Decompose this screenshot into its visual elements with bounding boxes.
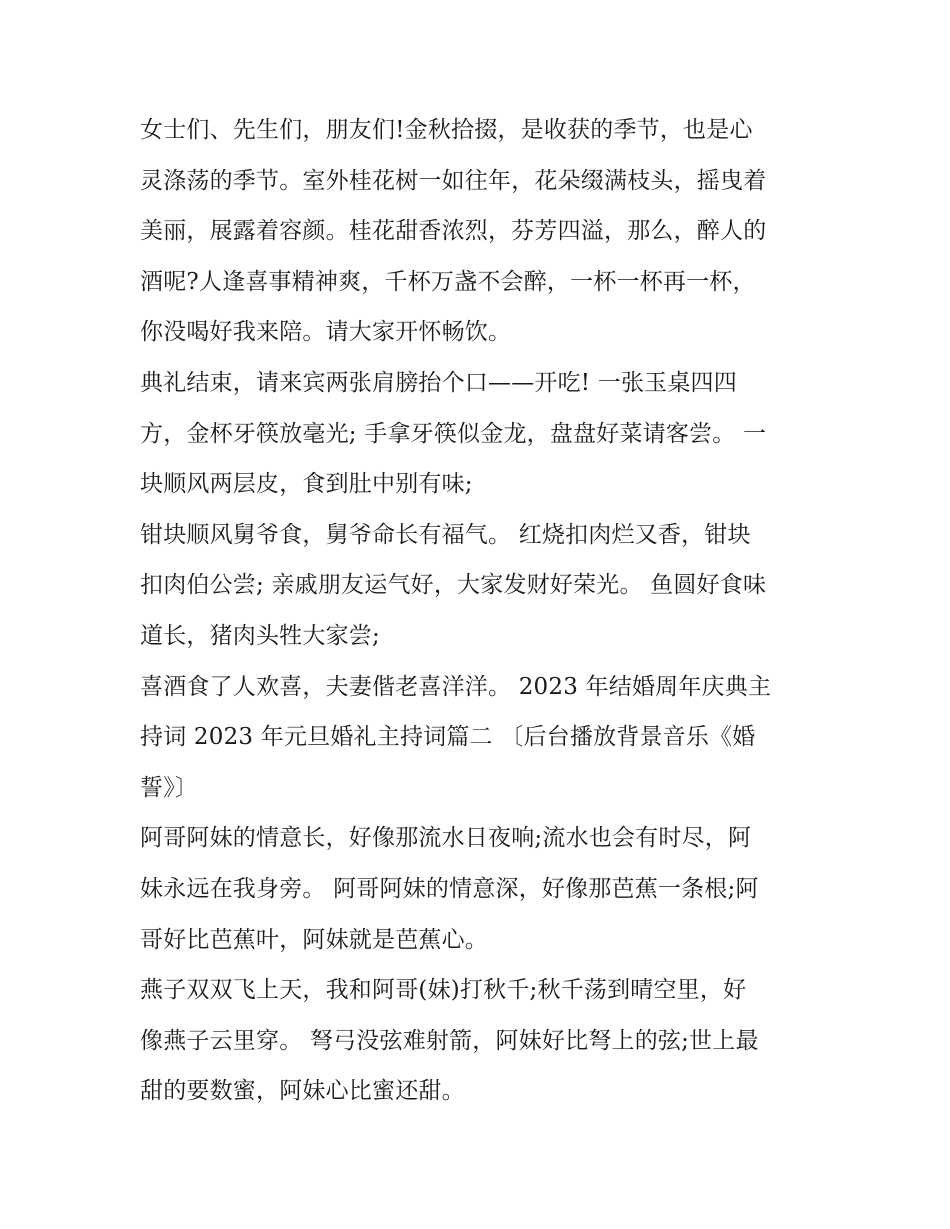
- text-line: 阿哥阿妹的情意长，好像那流水日夜响;流水也会有时尽，阿: [140, 825, 752, 852]
- text-line: 道长，猪肉头牲大家尝;: [140, 622, 380, 649]
- text-line: 哥好比芭蕉叶，阿妹就是芭蕉心。: [140, 926, 488, 953]
- text-line: 甜的要数蜜，阿妹心比蜜还甜。: [140, 1078, 465, 1105]
- text-line: 像燕子云里穿。 弩弓没弦难射箭，阿妹好比弩上的弦;世上最: [140, 1027, 759, 1054]
- text-line: 块顺风两层皮，食到肚中别有味;: [140, 471, 473, 498]
- text-line: 灵涤荡的季节。室外桂花树一如往年，花朵缀满枝头，摇曳着: [140, 167, 767, 194]
- text-line: 酒呢?人逢喜事精神爽，千杯万盏不会醉，一杯一杯再一杯，: [140, 268, 756, 295]
- text-line: 燕子双双飞上天，我和阿哥(妹)打秋千;秋千荡到晴空里，好: [140, 977, 747, 1004]
- text-line: 典礼结束，请来宾两张肩膀抬个口——开吃! 一张玉桌四四: [140, 369, 737, 396]
- text-line: 妹永远在我身旁。 阿哥阿妹的情意深，好像那芭蕉一条根;阿: [140, 875, 759, 902]
- text-line: 誓》〕: [140, 774, 199, 801]
- text-line: 女士们、先生们，朋友们!金秋拾掇，是收获的季节，也是心: [140, 117, 753, 143]
- document-body: [140, 108, 820, 1120]
- text-line: 持词 2023 年元旦婚礼主持词篇二 〔后台播放背景音乐《婚: [140, 724, 756, 751]
- text-line: 你没喝好我来陪。请大家开怀畅饮。: [140, 319, 512, 346]
- text-line: 美丽，展露着容颜。桂花甜香浓烈，芬芳四溢，那么，醉人的: [140, 218, 767, 245]
- text-line: 钳块顺风舅爷食，舅爷命长有福气。 红烧扣肉烂又香，钳块: [140, 521, 751, 548]
- text-line: 方，金杯牙筷放毫光; 手拿牙筷似金龙，盘盘好菜请客尝。 一: [140, 420, 767, 447]
- text-line: 扣肉伯公尝; 亲戚朋友运气好，大家发财好荣光。 鱼圆好食味: [140, 572, 767, 599]
- text-line: 喜酒食了人欢喜，夫妻偕老喜洋洋。 2023 年结婚周年庆典主: [140, 673, 772, 700]
